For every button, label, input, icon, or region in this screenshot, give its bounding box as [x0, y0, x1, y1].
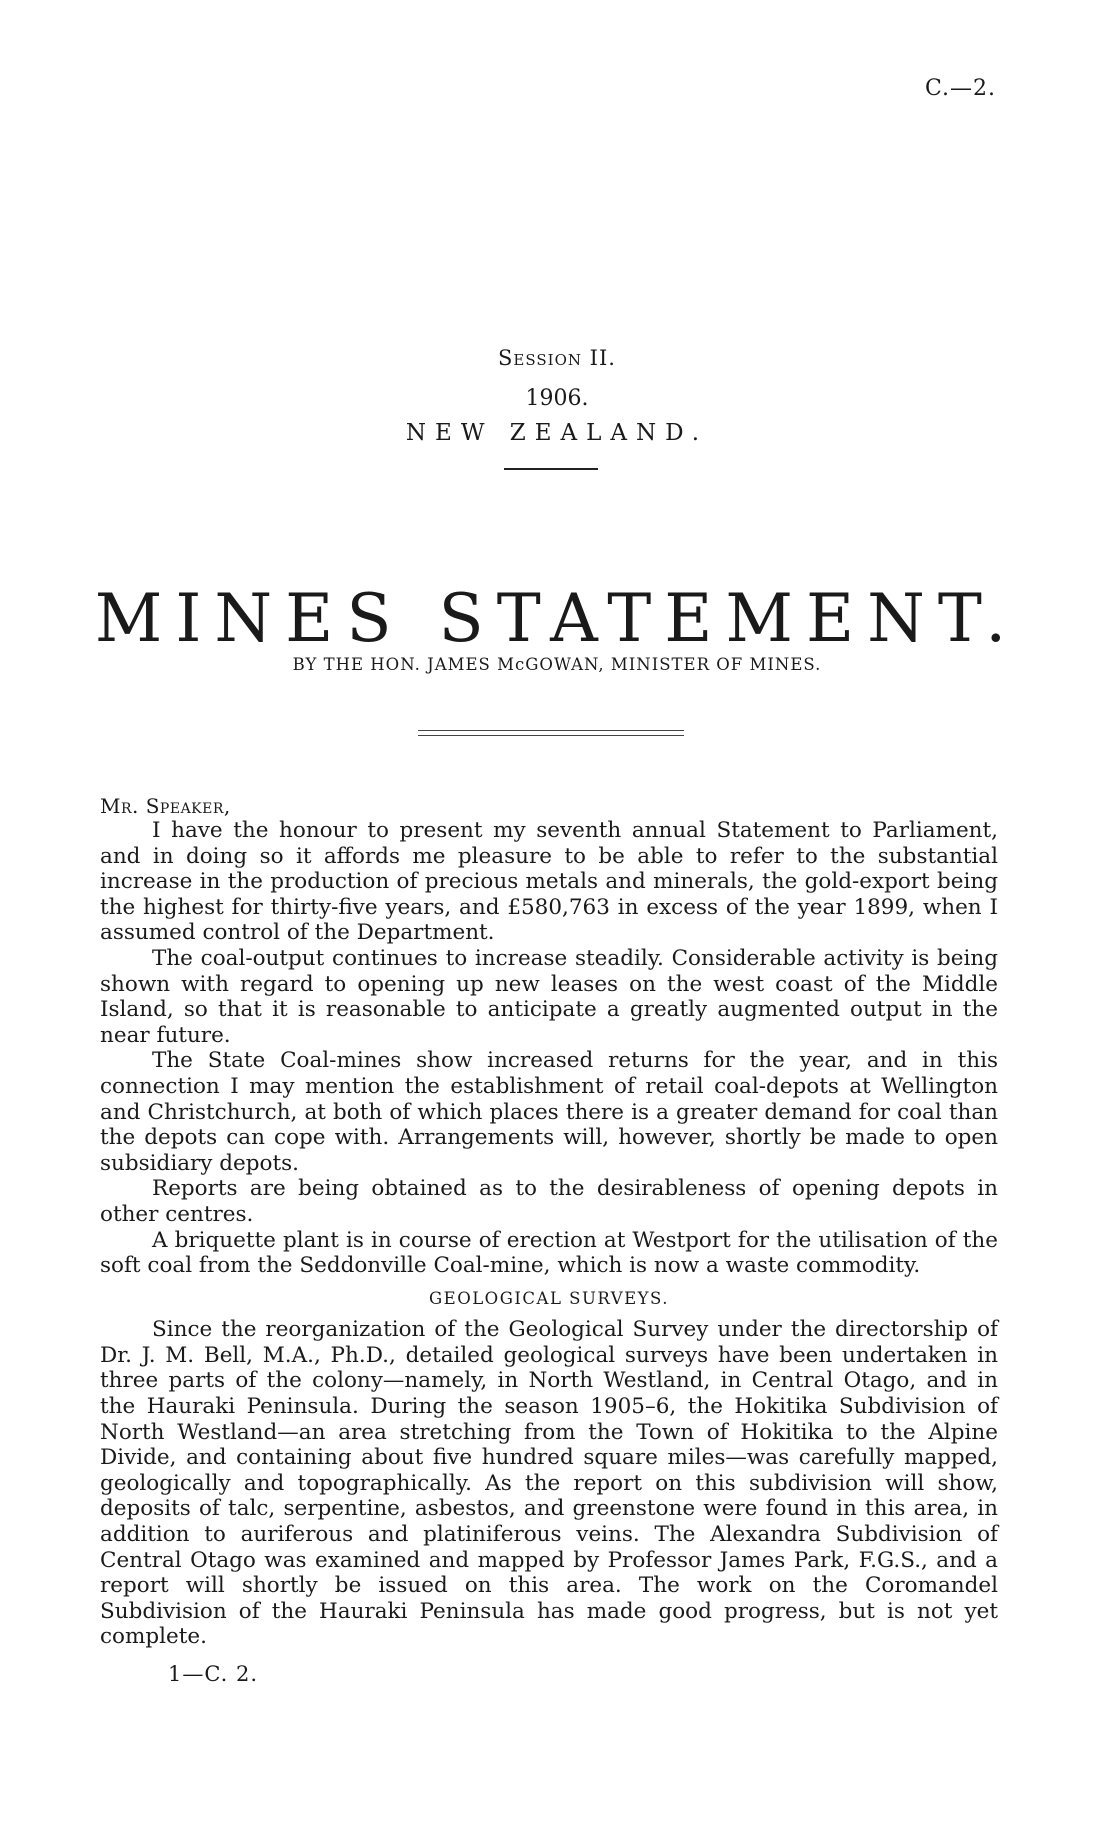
- paragraph: Reports are being obtained as to the desirableness of opening depots in other centres.: [100, 1176, 998, 1227]
- signature-reference: 1—C. 2.: [168, 1662, 259, 1686]
- double-divider: [418, 730, 684, 736]
- short-divider: [504, 468, 598, 470]
- session-label: Session II.: [498, 346, 616, 370]
- paragraph: I have the honour to present my seventh annual Statement to Parliament, and in doing so it affords me pleasure to be able to refer to the substantial increase in the production of precious metals and minerals, the gold-export being the highest for thirty-five years, and £580,763 in excess of the year 1899, when I assumed control of the Department.: [100, 818, 998, 946]
- year-label: 1906.: [525, 386, 589, 411]
- byline: BY THE HON. JAMES McGOWAN, MINISTER OF MINES.: [292, 655, 822, 674]
- section-heading: GEOLOGICAL SURVEYS.: [428, 1288, 670, 1308]
- salutation: Mr. Speaker,: [100, 794, 231, 818]
- country-label: NEW ZEALAND.: [405, 420, 709, 446]
- page-reference: C.—2.: [924, 76, 996, 101]
- paragraph: Since the reorganization of the Geological Survey under the directorship of Dr. J. M. Bell, M.A., Ph.D., detailed geological surveys have been undertaken in three parts of the colony—namely, in North Westland, in Central Otago, and in the Hauraki Peninsula. During the season 1905–6, the Hokitika Subdivision of North Westland—an area stretching from the Town of Hokitika to the Alpine Divide, and containing about five hundred square miles—was carefully mapped, geologically and topographically. As the report on this subdivision will show, deposits of talc, serpentine, asbestos, and greenstone were found in this area, in addition to auriferous and platiniferous veins. The Alexandra Subdivision of Central Otago was examined and mapped by Professor James Park, F.G.S., and a report will shortly be issued on this area. The work on the Coromandel Subdivision of the Hauraki Peninsula has made good progress, but is not yet complete.: [100, 1317, 998, 1650]
- body-text: [100, 818, 998, 1650]
- paragraph: The coal-output continues to increase steadily. Considerable activity is being shown with regard to opening up new leases on the west coast of the Middle Island, so that it is reasonable to anticipate a greatly augmented output in the near future.: [100, 945, 998, 1048]
- paragraph: The State Coal-mines show increased returns for the year, and in this connection I may mention the establishment of retail coal-depots at Wellington and Christchurch, at both of which places there is a greater demand for coal than the depots can cope with. Arrangements will, however, shortly be made to open subsidiary depots.: [100, 1048, 998, 1176]
- paragraph: A briquette plant is in course of erection at Westport for the utilisation of the soft coal from the Seddonville Coal-mine, which is now a waste commodity.: [100, 1227, 998, 1279]
- page-title: MINES STATEMENT.: [94, 580, 1020, 657]
